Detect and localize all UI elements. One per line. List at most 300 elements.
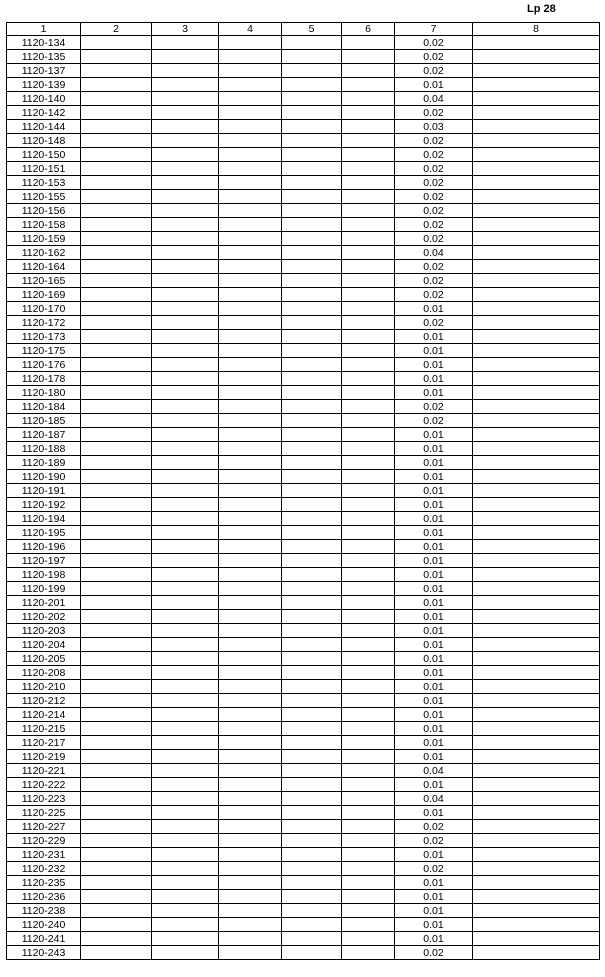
- empty-cell: [152, 862, 219, 876]
- empty-cell: [282, 344, 342, 358]
- table-row: [7, 778, 600, 792]
- empty-cell: [152, 176, 219, 190]
- empty-cell: [152, 218, 219, 232]
- empty-cell: [219, 316, 282, 330]
- code-cell: 1120-176: [7, 358, 81, 372]
- empty-cell: [282, 428, 342, 442]
- empty-cell: [282, 946, 342, 960]
- empty-cell: [473, 92, 600, 106]
- empty-cell: [152, 666, 219, 680]
- empty-cell: [81, 904, 152, 918]
- empty-cell: [342, 428, 395, 442]
- code-cell: 1120-212: [7, 694, 81, 708]
- empty-cell: [342, 148, 395, 162]
- empty-cell: [342, 288, 395, 302]
- empty-cell: [282, 176, 342, 190]
- empty-cell: [282, 890, 342, 904]
- empty-cell: [81, 288, 152, 302]
- empty-cell: [342, 890, 395, 904]
- empty-cell: [152, 722, 219, 736]
- empty-cell: [81, 330, 152, 344]
- value-cell: 0.02: [395, 218, 473, 232]
- empty-cell: [81, 372, 152, 386]
- table-row: [7, 148, 600, 162]
- empty-cell: [342, 806, 395, 820]
- code-cell: 1120-172: [7, 316, 81, 330]
- code-cell: 1120-139: [7, 78, 81, 92]
- table-row: [7, 414, 600, 428]
- column-header-4: 4: [219, 23, 282, 36]
- value-cell: 0.01: [395, 848, 473, 862]
- empty-cell: [282, 526, 342, 540]
- empty-cell: [219, 932, 282, 946]
- table-row: [7, 540, 600, 554]
- value-cell: 0.01: [395, 302, 473, 316]
- code-cell: 1120-180: [7, 386, 81, 400]
- empty-cell: [81, 680, 152, 694]
- table-row: [7, 596, 600, 610]
- empty-cell: [219, 232, 282, 246]
- empty-cell: [219, 64, 282, 78]
- empty-cell: [282, 36, 342, 50]
- empty-cell: [282, 834, 342, 848]
- empty-cell: [282, 190, 342, 204]
- empty-cell: [81, 386, 152, 400]
- table-row: [7, 428, 600, 442]
- empty-cell: [342, 666, 395, 680]
- empty-cell: [282, 50, 342, 64]
- empty-cell: [473, 722, 600, 736]
- empty-cell: [282, 568, 342, 582]
- empty-cell: [152, 680, 219, 694]
- value-cell: 0.02: [395, 204, 473, 218]
- empty-cell: [282, 218, 342, 232]
- empty-cell: [152, 540, 219, 554]
- value-cell: 0.04: [395, 246, 473, 260]
- empty-cell: [152, 78, 219, 92]
- empty-cell: [152, 820, 219, 834]
- empty-cell: [219, 176, 282, 190]
- empty-cell: [81, 512, 152, 526]
- empty-cell: [219, 428, 282, 442]
- empty-cell: [219, 386, 282, 400]
- empty-cell: [219, 820, 282, 834]
- empty-cell: [473, 498, 600, 512]
- empty-cell: [342, 904, 395, 918]
- code-cell: 1120-231: [7, 848, 81, 862]
- empty-cell: [282, 862, 342, 876]
- table-row: [7, 358, 600, 372]
- empty-cell: [219, 750, 282, 764]
- empty-cell: [81, 652, 152, 666]
- empty-cell: [152, 92, 219, 106]
- empty-cell: [219, 652, 282, 666]
- empty-cell: [219, 36, 282, 50]
- empty-cell: [219, 694, 282, 708]
- column-header-5: 5: [282, 23, 342, 36]
- empty-cell: [282, 540, 342, 554]
- table-row: [7, 736, 600, 750]
- code-cell: 1120-184: [7, 400, 81, 414]
- empty-cell: [81, 246, 152, 260]
- empty-cell: [219, 918, 282, 932]
- empty-cell: [219, 890, 282, 904]
- empty-cell: [473, 176, 600, 190]
- empty-cell: [473, 582, 600, 596]
- value-cell: 0.03: [395, 120, 473, 134]
- empty-cell: [81, 554, 152, 568]
- empty-cell: [81, 806, 152, 820]
- value-cell: 0.01: [395, 330, 473, 344]
- empty-cell: [473, 190, 600, 204]
- code-cell: 1120-198: [7, 568, 81, 582]
- value-cell: 0.02: [395, 414, 473, 428]
- empty-cell: [342, 736, 395, 750]
- code-cell: 1120-190: [7, 470, 81, 484]
- empty-cell: [282, 624, 342, 638]
- code-cell: 1120-173: [7, 330, 81, 344]
- value-cell: 0.01: [395, 484, 473, 498]
- empty-cell: [219, 904, 282, 918]
- empty-cell: [473, 288, 600, 302]
- value-cell: 0.01: [395, 344, 473, 358]
- code-cell: 1120-164: [7, 260, 81, 274]
- code-cell: 1120-187: [7, 428, 81, 442]
- empty-cell: [219, 568, 282, 582]
- empty-cell: [219, 806, 282, 820]
- empty-cell: [282, 64, 342, 78]
- empty-cell: [152, 596, 219, 610]
- empty-cell: [81, 498, 152, 512]
- empty-cell: [342, 582, 395, 596]
- empty-cell: [473, 834, 600, 848]
- code-cell: 1120-150: [7, 148, 81, 162]
- table-row: [7, 918, 600, 932]
- value-cell: 0.01: [395, 428, 473, 442]
- empty-cell: [342, 400, 395, 414]
- table-row: [7, 134, 600, 148]
- empty-cell: [81, 120, 152, 134]
- empty-cell: [282, 330, 342, 344]
- value-cell: 0.01: [395, 512, 473, 526]
- code-cell: 1120-165: [7, 274, 81, 288]
- empty-cell: [473, 540, 600, 554]
- empty-cell: [81, 932, 152, 946]
- empty-cell: [152, 708, 219, 722]
- empty-cell: [282, 750, 342, 764]
- empty-cell: [473, 904, 600, 918]
- empty-cell: [81, 792, 152, 806]
- empty-cell: [152, 302, 219, 316]
- table-row: [7, 554, 600, 568]
- code-cell: 1120-137: [7, 64, 81, 78]
- empty-cell: [473, 512, 600, 526]
- empty-cell: [342, 36, 395, 50]
- table-row: [7, 708, 600, 722]
- empty-cell: [282, 92, 342, 106]
- empty-cell: [219, 946, 282, 960]
- empty-cell: [219, 456, 282, 470]
- empty-cell: [152, 400, 219, 414]
- empty-cell: [152, 260, 219, 274]
- empty-cell: [152, 554, 219, 568]
- empty-cell: [81, 890, 152, 904]
- empty-cell: [473, 106, 600, 120]
- table-row: [7, 694, 600, 708]
- empty-cell: [473, 274, 600, 288]
- code-cell: 1120-203: [7, 624, 81, 638]
- empty-cell: [473, 232, 600, 246]
- empty-cell: [342, 638, 395, 652]
- empty-cell: [342, 344, 395, 358]
- table-row: [7, 666, 600, 680]
- table-row: [7, 288, 600, 302]
- empty-cell: [282, 358, 342, 372]
- code-cell: 1120-217: [7, 736, 81, 750]
- empty-cell: [81, 78, 152, 92]
- empty-cell: [282, 442, 342, 456]
- empty-cell: [81, 260, 152, 274]
- empty-cell: [219, 484, 282, 498]
- empty-cell: [81, 708, 152, 722]
- empty-cell: [473, 736, 600, 750]
- empty-cell: [219, 554, 282, 568]
- empty-cell: [152, 148, 219, 162]
- empty-cell: [342, 232, 395, 246]
- empty-cell: [81, 218, 152, 232]
- code-cell: 1120-238: [7, 904, 81, 918]
- empty-cell: [219, 638, 282, 652]
- code-cell: 1120-208: [7, 666, 81, 680]
- empty-cell: [342, 526, 395, 540]
- table-row: [7, 848, 600, 862]
- table-row: [7, 50, 600, 64]
- empty-cell: [152, 50, 219, 64]
- empty-cell: [473, 890, 600, 904]
- empty-cell: [282, 386, 342, 400]
- value-cell: 0.02: [395, 106, 473, 120]
- value-cell: 0.02: [395, 834, 473, 848]
- empty-cell: [152, 288, 219, 302]
- empty-cell: [81, 610, 152, 624]
- empty-cell: [81, 106, 152, 120]
- empty-cell: [152, 344, 219, 358]
- value-cell: 0.02: [395, 36, 473, 50]
- empty-cell: [81, 442, 152, 456]
- code-cell: 1120-144: [7, 120, 81, 134]
- value-cell: 0.01: [395, 932, 473, 946]
- empty-cell: [473, 414, 600, 428]
- empty-cell: [342, 848, 395, 862]
- table-row: [7, 750, 600, 764]
- empty-cell: [342, 820, 395, 834]
- empty-cell: [81, 750, 152, 764]
- empty-cell: [473, 862, 600, 876]
- empty-cell: [342, 512, 395, 526]
- value-cell: 0.01: [395, 442, 473, 456]
- empty-cell: [473, 162, 600, 176]
- empty-cell: [473, 708, 600, 722]
- value-cell: 0.01: [395, 456, 473, 470]
- empty-cell: [342, 372, 395, 386]
- empty-cell: [282, 260, 342, 274]
- empty-cell: [219, 162, 282, 176]
- value-cell: 0.01: [395, 666, 473, 680]
- empty-cell: [473, 50, 600, 64]
- empty-cell: [152, 750, 219, 764]
- empty-cell: [473, 666, 600, 680]
- empty-cell: [81, 302, 152, 316]
- empty-cell: [342, 610, 395, 624]
- empty-cell: [81, 848, 152, 862]
- empty-cell: [473, 64, 600, 78]
- value-cell: 0.01: [395, 918, 473, 932]
- empty-cell: [152, 764, 219, 778]
- empty-cell: [152, 64, 219, 78]
- code-cell: 1120-214: [7, 708, 81, 722]
- empty-cell: [473, 386, 600, 400]
- empty-cell: [219, 708, 282, 722]
- empty-cell: [342, 246, 395, 260]
- empty-cell: [219, 302, 282, 316]
- empty-cell: [342, 750, 395, 764]
- value-cell: 0.01: [395, 554, 473, 568]
- table-row: [7, 64, 600, 78]
- empty-cell: [219, 848, 282, 862]
- table-row: [7, 792, 600, 806]
- empty-cell: [152, 834, 219, 848]
- code-cell: 1120-158: [7, 218, 81, 232]
- empty-cell: [473, 456, 600, 470]
- empty-cell: [81, 582, 152, 596]
- table-row: [7, 190, 600, 204]
- empty-cell: [473, 624, 600, 638]
- empty-cell: [81, 624, 152, 638]
- empty-cell: [282, 722, 342, 736]
- value-cell: 0.01: [395, 904, 473, 918]
- empty-cell: [219, 414, 282, 428]
- empty-cell: [473, 260, 600, 274]
- value-cell: 0.01: [395, 610, 473, 624]
- empty-cell: [81, 596, 152, 610]
- table-row: [7, 820, 600, 834]
- empty-cell: [81, 876, 152, 890]
- empty-cell: [152, 134, 219, 148]
- table-row: [7, 834, 600, 848]
- code-cell: 1120-153: [7, 176, 81, 190]
- empty-cell: [152, 358, 219, 372]
- code-cell: 1120-185: [7, 414, 81, 428]
- value-cell: 0.01: [395, 694, 473, 708]
- value-cell: 0.04: [395, 792, 473, 806]
- empty-cell: [81, 736, 152, 750]
- empty-cell: [219, 764, 282, 778]
- empty-cell: [342, 764, 395, 778]
- empty-cell: [219, 330, 282, 344]
- empty-cell: [219, 582, 282, 596]
- empty-cell: [81, 946, 152, 960]
- table-row: [7, 680, 600, 694]
- value-cell: 0.02: [395, 288, 473, 302]
- empty-cell: [282, 708, 342, 722]
- empty-cell: [219, 260, 282, 274]
- column-header-3: 3: [152, 23, 219, 36]
- empty-cell: [342, 414, 395, 428]
- empty-cell: [282, 666, 342, 680]
- empty-cell: [81, 820, 152, 834]
- value-cell: 0.01: [395, 624, 473, 638]
- empty-cell: [219, 246, 282, 260]
- empty-cell: [282, 638, 342, 652]
- code-cell: 1120-189: [7, 456, 81, 470]
- empty-cell: [81, 134, 152, 148]
- empty-cell: [81, 568, 152, 582]
- empty-cell: [473, 204, 600, 218]
- value-cell: 0.01: [395, 526, 473, 540]
- empty-cell: [473, 316, 600, 330]
- code-cell: 1120-135: [7, 50, 81, 64]
- empty-cell: [473, 526, 600, 540]
- code-cell: 1120-241: [7, 932, 81, 946]
- empty-cell: [282, 274, 342, 288]
- empty-cell: [342, 568, 395, 582]
- empty-cell: [342, 358, 395, 372]
- empty-cell: [282, 162, 342, 176]
- table-row: [7, 498, 600, 512]
- value-cell: 0.02: [395, 862, 473, 876]
- empty-cell: [473, 344, 600, 358]
- empty-cell: [282, 148, 342, 162]
- empty-cell: [342, 484, 395, 498]
- empty-cell: [152, 512, 219, 526]
- table-row: [7, 120, 600, 134]
- code-cell: 1120-204: [7, 638, 81, 652]
- empty-cell: [152, 120, 219, 134]
- empty-cell: [152, 470, 219, 484]
- table-row: [7, 232, 600, 246]
- empty-cell: [282, 848, 342, 862]
- empty-cell: [282, 288, 342, 302]
- empty-cell: [282, 778, 342, 792]
- empty-cell: [152, 484, 219, 498]
- value-cell: 0.04: [395, 764, 473, 778]
- empty-cell: [342, 554, 395, 568]
- column-header-6: 6: [342, 23, 395, 36]
- empty-cell: [342, 162, 395, 176]
- empty-cell: [219, 666, 282, 680]
- empty-cell: [473, 330, 600, 344]
- code-cell: 1120-170: [7, 302, 81, 316]
- code-cell: 1120-140: [7, 92, 81, 106]
- empty-cell: [282, 512, 342, 526]
- empty-cell: [473, 764, 600, 778]
- empty-cell: [81, 456, 152, 470]
- empty-cell: [152, 876, 219, 890]
- empty-cell: [282, 792, 342, 806]
- empty-cell: [152, 890, 219, 904]
- empty-cell: [282, 932, 342, 946]
- code-cell: 1120-191: [7, 484, 81, 498]
- empty-cell: [473, 778, 600, 792]
- empty-cell: [81, 470, 152, 484]
- table-row: [7, 372, 600, 386]
- empty-cell: [219, 624, 282, 638]
- value-cell: 0.01: [395, 778, 473, 792]
- table-row: [7, 246, 600, 260]
- empty-cell: [219, 288, 282, 302]
- empty-cell: [473, 428, 600, 442]
- table-row: [7, 624, 600, 638]
